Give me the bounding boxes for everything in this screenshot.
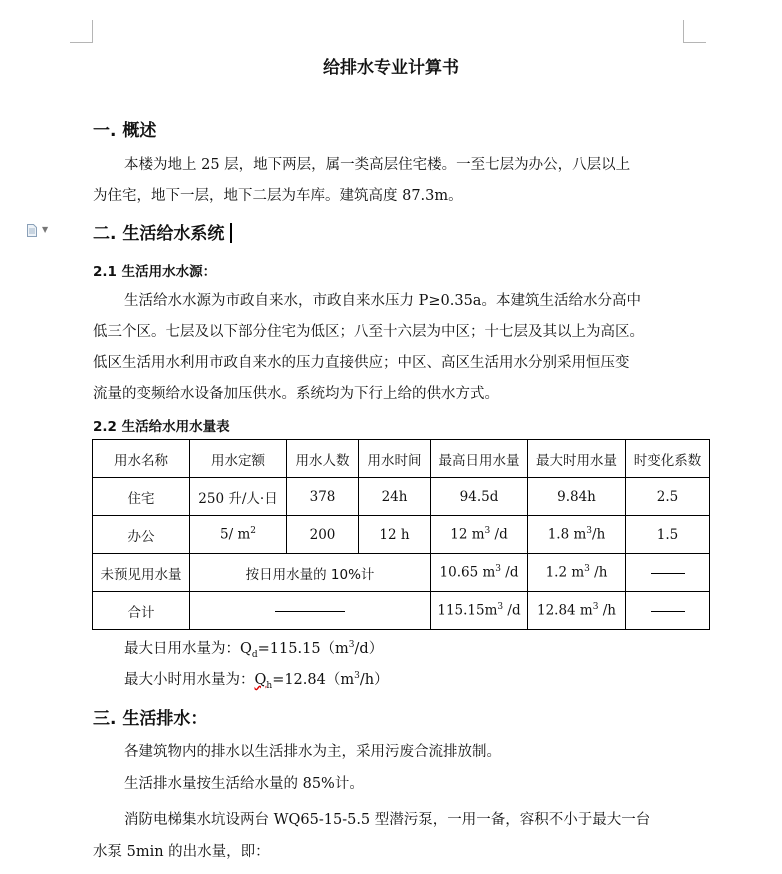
max-hourly-q-group [254,672,273,691]
hourly-exponent: 3 [592,602,599,613]
section1-heading: 一. 概述 [93,121,157,141]
table-cell-hourly [528,516,626,554]
blank-line [651,573,685,574]
max-hourly-unit: /h） [359,672,389,688]
daily-unit: /d [503,602,521,619]
table-cell-coef-blank [626,554,710,592]
daily-value: 10.65 m [439,564,496,581]
table-header-row [93,440,710,478]
document-title: 给排水专业计算书 [323,58,459,78]
section2-1-para-line-3: 低区生活用水利用市政自来水的压力直接供应；中区、高区生活用水分别采用恒压变 [93,355,630,371]
section1-para-line-2: 为住宅，地下一层，地下二层为车库。建筑高度 87.3m。 [93,188,463,204]
table-header-cell: 用水人数 [287,440,359,478]
table-cell-coef: 2.5 [626,478,710,516]
daily-value: 115.15m [437,602,498,619]
section2-1-heading: 2.1 生活用水水源： [93,264,217,280]
table-cell-people: 378 [287,478,359,516]
table-cell-name: 办公 [93,516,190,554]
table-cell-coef: 1.5 [626,516,710,554]
document-outline-icon[interactable] [27,224,37,237]
table-cell-hours: 24h [359,478,431,516]
section2-heading [93,219,232,244]
max-daily-subscript: d [251,649,258,660]
table-cell-hourly [528,554,626,592]
table-cell-quota: 250 升/人·日 [190,478,287,516]
max-hourly-label: 最大小时用水量为： [124,672,255,688]
section2-1-para-line-4: 流量的变频给水设备加压供水。系统均为下行上给的供水方式。 [93,386,499,402]
section1-para-line-1: 本楼为地上 25 层，地下两层，属一类高层住宅楼。一至七层为办公，八层以上 [124,157,631,173]
table-cell-hours: 12 h [359,516,431,554]
blank-line [651,611,685,612]
table-cell-name: 未预见用水量 [93,554,190,592]
blank-line [275,611,345,612]
hourly-unit: /h [592,526,606,543]
table-header-cell: 最高日用水量 [431,440,528,478]
max-daily-exponent: 3 [348,640,355,651]
section2-heading-text: 二. 生活给水系统 [93,224,225,244]
page-corner-marker-top-right [683,20,706,43]
daily-unit: /d [501,564,519,581]
table-header-cell: 用水时间 [359,440,431,478]
max-daily-q: Q [240,641,252,657]
table-cell-daily [431,592,528,630]
section3-para-line-4: 水泵 5min 的出水量，即： [93,844,270,860]
table-cell-quota [190,516,287,554]
hourly-value: 12.84 m [536,602,593,619]
hourly-unit: /h [589,564,608,581]
max-daily-unit: /d） [354,641,384,657]
section3-para-line-2: 生活排水量按生活给水量的 85%计。 [124,776,364,792]
table-header-cell: 用水定额 [190,440,287,478]
table-row [93,478,710,516]
section3-para-line-1: 各建筑物内的排水以生活排水为主，采用污废合流排放制。 [124,744,501,760]
daily-value: 12 m [450,526,485,543]
hourly-unit: /h [598,602,617,619]
section2-1-para-line-1: 生活给水水源为市政自来水，市政自来水压力 P≥0.35a。本建筑生活给水分高中 [124,293,641,309]
hourly-value: 1.2 m [545,564,585,581]
table-row [93,592,710,630]
section2-1-para-line-2: 低三个区。七层及以下部分住宅为低区；八至十六层为中区；十七层及其以上为高区。 [93,324,644,340]
section3-heading: 三. 生活排水： [93,709,208,729]
table-header-cell: 最大时用水量 [528,440,626,478]
table-cell-hourly: 9.84h [528,478,626,516]
table-cell-daily [431,554,528,592]
page-corner-marker-top-left [70,20,93,43]
max-hourly-subscript: h [266,680,273,691]
quota-value: 5/ m [220,526,251,543]
max-daily-label: 最大日用水量为： [124,641,240,657]
max-hourly-formula [124,668,389,691]
table-cell-coef-blank [626,592,710,630]
daily-exponent: 3 [484,526,491,537]
table-row [93,516,710,554]
table-cell-name: 合计 [93,592,190,630]
table-cell-basis: 按日用水量的 10%计 [190,554,431,592]
table-header-cell: 用水名称 [93,440,190,478]
table-cell-people: 200 [287,516,359,554]
max-daily-formula [124,637,383,660]
daily-unit: /d [490,526,508,543]
table-cell-name: 住宅 [93,478,190,516]
quota-exponent: 2 [250,526,256,537]
table-cell-daily [431,516,528,554]
table-row [93,554,710,592]
table-cell-blank [190,592,431,630]
table-header-cell: 时变化系数 [626,440,710,478]
max-hourly-value: =12.84（m [272,672,355,688]
max-hourly-q: Q [254,672,267,688]
max-hourly-exponent: 3 [354,671,360,682]
daily-exponent: 3 [495,564,501,575]
max-daily-value: =115.15（m [257,641,349,657]
section2-2-heading: 2.2 生活给水用水量表 [93,419,230,435]
section3-para-line-3: 消防电梯集水坑设两台 WQ65-15-5.5 型潜污泵，一用一备，容积不小于最大一台 [124,812,651,828]
water-usage-table [92,439,710,630]
hourly-value: 1.8 m [547,526,587,543]
table-cell-daily: 94.5d [431,478,528,516]
daily-exponent: 3 [497,602,504,613]
dropdown-arrow-icon[interactable]: ▼ [42,225,49,234]
table-cell-hourly [528,592,626,630]
hourly-exponent: 3 [586,526,593,537]
text-cursor [230,223,232,243]
hourly-exponent: 3 [584,564,590,575]
